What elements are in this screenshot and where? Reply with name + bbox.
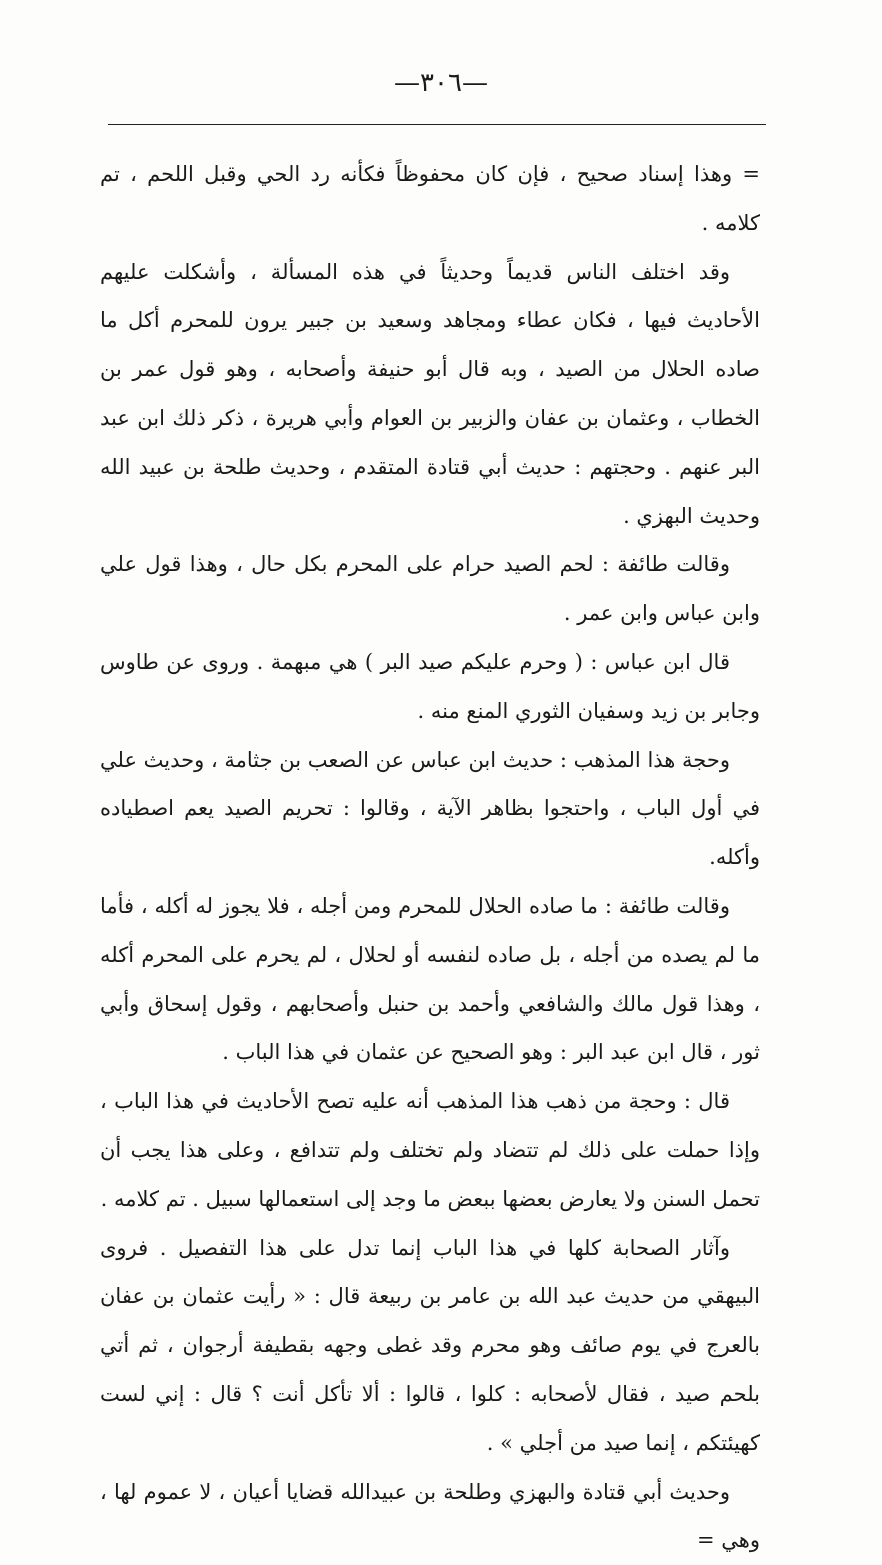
paragraph-7: قال : وحجة من ذهب هذا المذهب أنه عليه تصح الأحاديث في هذا الباب ، وإذا حملت على ذلك لم تتضاد ولم تختلف ولم تتدافع ، وعلى هذا يجب أن تحمل السنن ولا يعارض بعضها ببعض ما وجد إلى استعمالها سبيل . تم كلامه . <box>100 1089 760 1211</box>
paragraph-9: وحديث أبي قتادة والبهزي وطلحة بن عبيدالله قضايا أعيان ، لا عموم لها ، وهي = <box>100 1479 760 1553</box>
paragraph-2: وقد اختلف الناس قديماً وحديثاً في هذه المسألة ، وأشكلت عليهم الأحاديث فيها ، فكان عطاء ومجاهد وسعيد بن جبير يرون للمحرم أكل ما صاده الحلال من الصيد ، وبه قال أبو حنيفة وأصحابه ، وهو قول عمر بن الخطاب ، وعثمان بن عفان والزبير بن العوام وأبي هريرة ، ذكر ذلك ابن عبد البر عنهم . وحجتهم : حديث أبي قتادة المتقدم ، وحديث طلحة بن عبيد الله وحديث البهزي . <box>100 259 760 528</box>
header-rule <box>108 124 766 125</box>
paragraph-4: قال ابن عباس : ( وحرم عليكم صيد البر ) هي مبهمة . وروى عن طاوس وجابر بن زيد وسفيان الثوري المنع منه . <box>100 649 760 723</box>
paragraph-5: وحجة هذا المذهب : حديث ابن عباس عن الصعب بن جثامة ، وحديث علي في أول الباب ، واحتجوا بظاهر الآية ، وقالوا : تحريم الصيد يعم اصطياده وأكله. <box>100 747 760 870</box>
page-number: —٣٠٦— <box>394 68 488 98</box>
paragraph-1: = وهذا إسناد صحيح ، فإن كان محفوظاً فكأنه رد الحي وقبل اللحم ، تم كلامه . <box>100 162 760 235</box>
paragraph-3: وقالت طائفة : لحم الصيد حرام على المحرم بكل حال ، وهذا قول علي وابن عباس وابن عمر . <box>100 552 760 626</box>
paragraph-6: وقالت طائفة : ما صاده الحلال للمحرم ومن أجله ، فلا يجوز له أكله ، فأما ما لم يصده من أجله ، بل صاده لنفسه أو لحلال ، لم يحرم على المحرم أكله ، وهذا قول مالك والشافعي وأحمد بن حنبل وأصحابهم ، وقول إسحاق وأبي ثور ، قال ابن عبد البر : وهو الصحيح عن عثمان في هذا الباب . <box>100 893 760 1065</box>
paragraph-8: وآثار الصحابة كلها في هذا الباب إنما تدل على هذا التفصيل . فروى البيهقي من حديث عبد الله بن عامر بن ربيعة قال : « رأيت عثمان بن عفان بالعرج في يوم صائف وهو محرم وقد غطى وجهه بقطيفة أرجوان ، ثم أتي بلحم صيد ، فقال لأصحابه : كلوا ، قالوا : ألا تأكل أنت ؟ قال : إني لست كهيئتكم ، إنما صيد من أجلي » . <box>100 1235 760 1455</box>
body-text <box>100 150 760 1565</box>
